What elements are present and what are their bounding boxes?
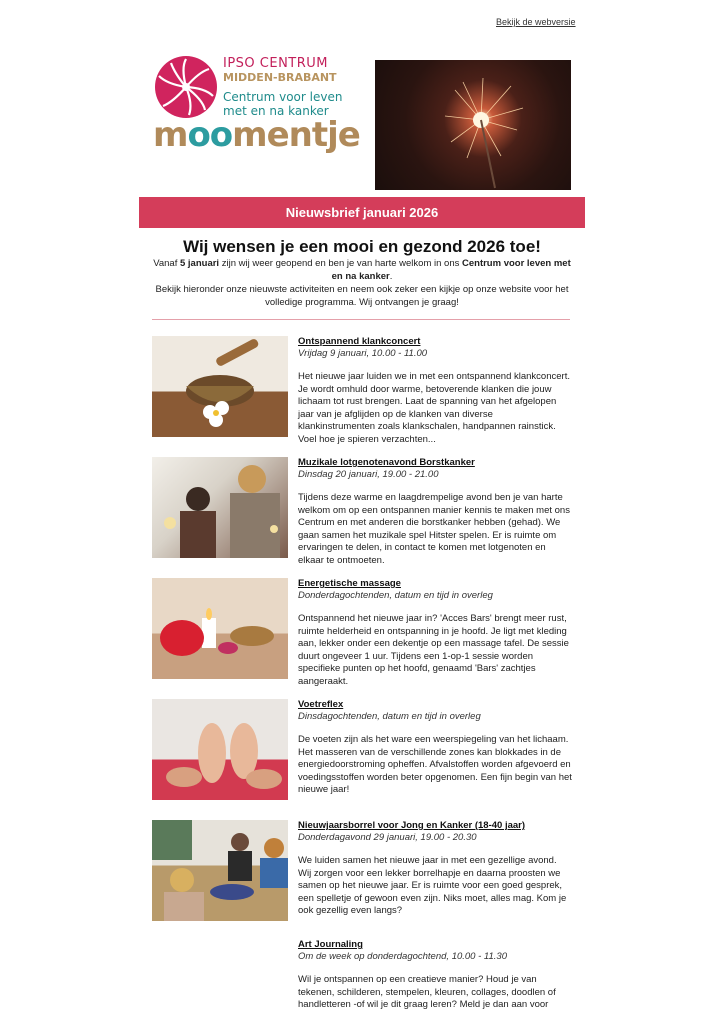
- event-date: Vrijdag 9 januari, 10.00 - 11.00: [298, 348, 428, 359]
- event-title-link[interactable]: Voetreflex: [298, 699, 344, 710]
- event-description: We luiden samen het nieuwe jaar in met een gezellige avond. Wij zorgen voor een lekker borrelhapje en daarna proosten we samen op het nieuwe jaar. Er is ruimte voor een goed gesprek, een spelletje of gewoon even zijn. Niks moet, alles mag. Kom je ook gezellig even langs?: [298, 855, 567, 917]
- event-description: Tijdens deze warme en laagdrempelige avond ben je van harte welkom om op een ontspannen manier kennis te maken met ons Centrum en met anderen die borstkanker hebben (gehad). We gaan samen het muzikale spel Hitster spelen. Er is ruimte om ervaringen te delen, in contact te komen met lotgenoten en elkaar te ontmoeten.: [298, 492, 570, 566]
- event-description: Het nieuwe jaar luiden we in met een ontspannend klankconcert. Je wordt omhuld door warme, betoverende klanken die jouw lichaam tot rust brengen. Laat de spanning van het afgelopen jaar van je afglijden op de klanken van diverse klankinstrumenten zoals klankschalen, handpannen rainstick. Voel hoe je spieren verzachten...: [298, 371, 570, 445]
- candles-spa-image: [152, 578, 288, 679]
- event-description: De voeten zijn als het ware een weerspiegeling van het lichaam. Het masseren van de verschillende zones kan blokkades in de energiedoorstroming opheffen. Afvalstoffen worden afgevoerd en voedingsstoffen worden beter opgenomen. Een fijn begin van het nieuwe jaar!: [298, 734, 572, 796]
- sparkler-hero-image: [375, 60, 571, 190]
- newsletter-banner: Nieuwsbrief januari 2026: [139, 197, 585, 228]
- event-date: Dinsdag 20 januari, 19.00 - 21.00: [298, 469, 439, 480]
- divider: [152, 319, 570, 320]
- group-table-image: [152, 820, 288, 921]
- event-description: Ontspannend het nieuwe jaar in? 'Acces Bars' brengt meer rust, ruimte helderheid en ontspanning in je hoofd. Je ligt met kleding aan, lekker onder een dekentje op een massage tafel. De sessie duurt ongeveer 1 uur. Tijdens een 1-op-1 sessie worden specifieke punten op het hoofd, genaamd 'Bars' zachtjes aangeraakt.: [298, 613, 569, 687]
- event-title-link[interactable]: Ontspannend klankconcert: [298, 336, 421, 347]
- event-date: Dinsdagochtenden, datum en tijd in overleg: [298, 711, 481, 722]
- page-title: Wij wensen je een mooi en gezond 2026 toe!: [183, 237, 541, 256]
- logo-line-3: Centrum voor leven: [223, 90, 343, 104]
- webversion-link[interactable]: Bekijk de webversie: [496, 17, 576, 27]
- singing-bowl-image: [152, 336, 288, 437]
- event-date: Om de week op donderdagochtend, 10.00 - 11.30: [298, 951, 507, 962]
- logo-line-1: IPSO CENTRUM: [223, 56, 329, 71]
- foot-massage-image: [152, 699, 288, 800]
- event-title-link[interactable]: Nieuwjaarsborrel voor Jong en Kanker (18-40 jaar): [298, 820, 526, 831]
- moomentje-wordmark: moomentje: [153, 115, 360, 155]
- logo-line-2: MIDDEN-BRABANT: [223, 71, 337, 84]
- event-title-link[interactable]: Art Journaling: [298, 939, 363, 950]
- intro-text: Vanaf 5 januari zijn wij weer geopend en ben je van harte welkom in ons Centrum voor leven met en na kanker. Bekijk hieronder onze nieuwste activiteiten en neem ook zeker een kijkje op onze website voor het volledige programma. Wij ontvangen je graag!: [153, 258, 571, 308]
- event-title-link[interactable]: Energetische massage: [298, 578, 401, 589]
- event-date: Donderdagavond 29 januari, 19.00 - 20.30: [298, 832, 477, 843]
- women-gathering-image: [152, 457, 288, 558]
- logo-line-4: met en na kanker: [223, 104, 329, 118]
- event-date: Donderdagochtenden, datum en tijd in overleg: [298, 590, 493, 601]
- event-title-link[interactable]: Muzikale lotgenotenavond Borstkanker: [298, 457, 475, 468]
- flower-logo-icon: [153, 54, 219, 120]
- ipso-logo: [153, 52, 360, 162]
- event-description: Wil je ontspannen op een creatieve manier? Houd je van tekenen, schilderen, stempelen, kleuren, collages, doodlen of handletteren -of wil je dit graag leren? Meld je dan aan voor: [298, 974, 556, 1011]
